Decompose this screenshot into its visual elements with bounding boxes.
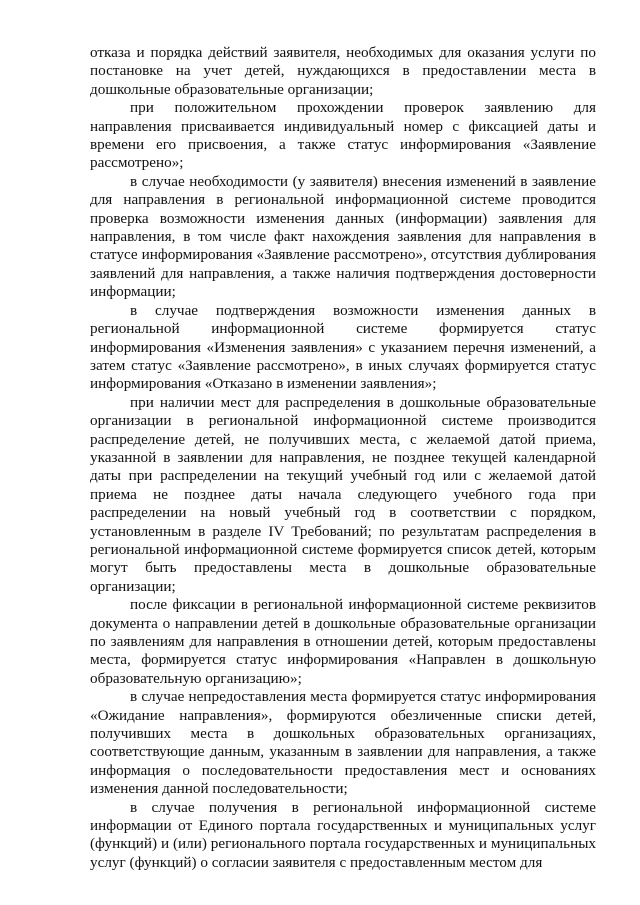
paragraph-8: в случае получения в региональной информационной системе информации от Единого портала государственных и муниципальных услуг (функций) и (или) регионального портала государственных и муниципальных услуг (функций) о согласии заявителя с предоставленным местом для <box>90 798 596 871</box>
paragraph-2: при положительном прохождении проверок заявлению для направления присваивается индивидуальный номер с фиксацией даты и времени его присвоения, а также статус информирования «Заявление рассмотрено»; <box>90 99 596 172</box>
paragraph-3: в случае необходимости (у заявителя) внесения изменений в заявление для направления в региональной информационной системе проводится проверка возможности изменения данных (информации) заявления для направления, в том числе факт нахождения заявления для направления в статусе информирования «Заявление рассмотрено», отсутствия дублирования заявлений для направления, а также наличия подтверждения достоверности информации; <box>90 172 596 301</box>
paragraph-7: в случае непредоставления места формируется статус информирования «Ожидание направления», формируются обезличенные списки детей, получивших места в дошкольных образовательных организациях, соответствующие данным, указанным в заявлении для направления, а также информация о последовательности предоставления мест и основаниях изменения данной последовательности; <box>90 688 596 798</box>
paragraph-5: при наличии мест для распределения в дошкольные образовательные организации в региональной информационной системе производится распределение детей, не получивших места, с желаемой датой приема, указанной в заявлении для направления, не позднее текущей календарной даты при распределении на текущий учебный год или с желаемой датой приема не позднее даты начала следующего учебного года при распределении на новый учебный год в соответствии с порядком, установленным в разделе IV Требований; по результатам распределения в региональной информационной системе формируется список детей, которым могут быть предоставлены места в дошкольные образовательные организации; <box>90 393 596 595</box>
paragraph-1: отказа и порядка действий заявителя, необходимых для оказания услуги по постановке на учет детей, нуждающихся в предоставлении места в дошкольные образовательные организации; <box>90 44 596 98</box>
paragraph-4: в случае подтверждения возможности изменения данных в региональной информационной системе формируется статус информирования «Изменения заявления» с указанием перечня изменений, а затем статус «Заявление рассмотрено», в иных случаях формируется статус информирования «Отказано в изменении заявления»; <box>90 301 596 393</box>
document-page <box>90 44 596 872</box>
paragraph-6: после фиксации в региональной информационной системе реквизитов документа о направлении детей в дошкольные образовательные организации по заявлениям для направления в отношении детей, которым предоставлены места, формируется статус информирования «Направлен в дошкольную образовательную организацию»; <box>90 596 596 687</box>
